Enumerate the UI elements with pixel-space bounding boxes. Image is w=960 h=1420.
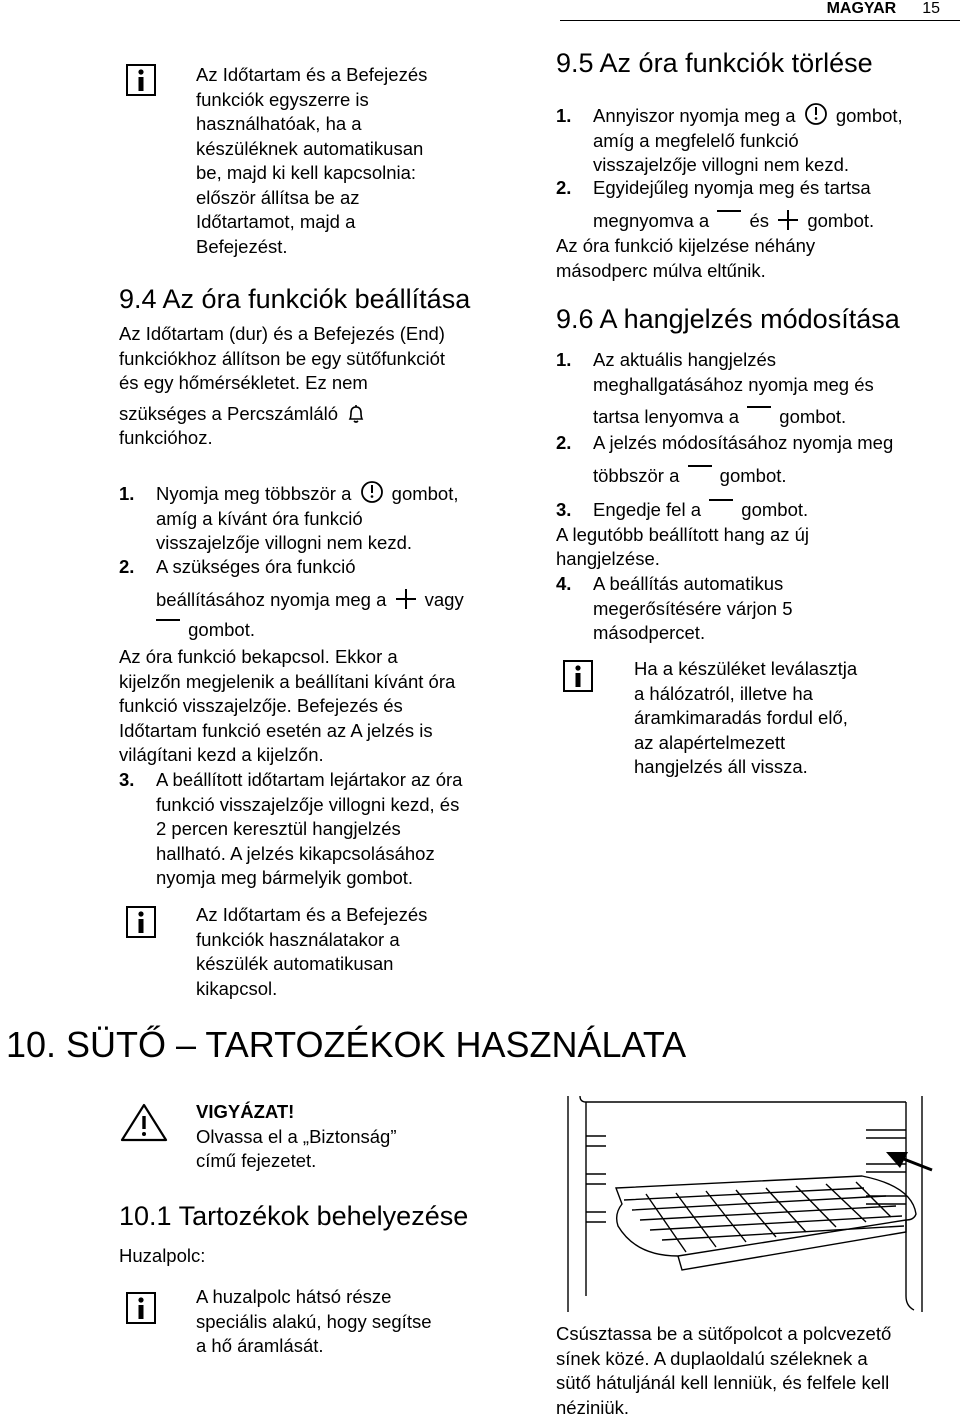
cancel-result-text: Az óra funkció kijelzése néhány másodperc múlva eltűnik. bbox=[556, 235, 816, 281]
info-icon bbox=[126, 906, 156, 938]
note-wire-shelf: A huzalpolc hátsó része speciális alakú, hogy segítse a hő áramlását. bbox=[196, 1286, 432, 1356]
warning-text: VIGYÁZAT! Olvassa el a „Biztonság” című fejezetet. bbox=[196, 1101, 397, 1171]
clock-icon bbox=[360, 480, 384, 504]
note-auto-off: Az Időtartam és a Befejezés funkciók használatakor a készülék automatikusan kikapcsol. bbox=[196, 904, 428, 999]
sound-step-1-list-item: 1. Az aktuális hangjelzés meghallgatásához nyomja meg és tartsa lenyomva a gombot. bbox=[556, 349, 874, 427]
minus-icon bbox=[747, 405, 771, 417]
info-icon bbox=[563, 660, 593, 692]
warning-icon bbox=[120, 1102, 168, 1142]
note-both-functions: Az Időtartam és a Befejezés funkciók egyszerre is használhatóak, ha a készüléknek automatikusan be, majd ki kell kapcsolnia: először állítsa be az Időtartamot, majd a Befejezést. bbox=[196, 64, 428, 257]
section-9-4-title: 9.4 Az óra funkciók beállítása bbox=[119, 284, 471, 314]
warning-title: VIGYÁZAT! bbox=[196, 1101, 295, 1122]
info-icon bbox=[126, 64, 156, 96]
chapter-10-title: 10. SÜTŐ – TARTOZÉKOK HASZNÁLATA bbox=[6, 1024, 687, 1065]
section-9-5-title: 9.5 Az óra funkciók törlése bbox=[556, 48, 873, 78]
sound-step-3-list-item: 3. Engedje fel a gombot. A legutóbb beállított hang az új hangjelzése. bbox=[556, 499, 810, 569]
step-3-list-item: 3. A beállított időtartam lejártakor az óra funkció visszajelzője villogni kezd, és 2 percen keresztül hangjelzés hallható. A jelzés kikapcsolásához nyomja meg bármelyik gombot. bbox=[119, 769, 463, 888]
sound-step-2-list-item: 2. A jelzés módosításához nyomja meg többször a gombot. bbox=[556, 432, 894, 486]
info-icon bbox=[126, 1292, 156, 1324]
plus-icon bbox=[777, 209, 799, 231]
minus-icon bbox=[688, 464, 712, 476]
oven-shelf-illustration bbox=[566, 1096, 946, 1312]
section-10-1-title: 10.1 Tartozékok behelyezése bbox=[119, 1201, 469, 1231]
header-rule bbox=[560, 20, 960, 21]
cancel-step-2-list-item: 2. Egyidejűleg nyomja meg és tartsa megnyomva a és gombot. bbox=[556, 177, 875, 231]
language-label: MAGYAR bbox=[826, 0, 897, 17]
step-1-list-item: 1. Nyomja meg többször a gombot, amíg a kívánt óra funkció visszajelzője villogni nem kezd. bbox=[119, 480, 549, 556]
minus-icon bbox=[709, 498, 733, 510]
cancel-step-1-list-item: 1. Annyiszor nyomja meg a gombot, amíg a megfelelő funkció visszajelzője villogni nem kezd. bbox=[556, 102, 956, 178]
section-9-4-intro: Az Időtartam (dur) és a Befejezés (End) funkciókhoz állítson be egy sütőfunkciót és egy hőmérsékletet. Ez nem szükséges a Percszámláló funkcióhoz. bbox=[119, 323, 445, 448]
minus-icon bbox=[717, 209, 741, 221]
step-2-list-item: 2. A szükséges óra funkció beállításához nyomja meg a vagy gombot. bbox=[119, 556, 464, 640]
bell-icon bbox=[346, 404, 366, 424]
page-number: 15 bbox=[922, 0, 940, 17]
wire-shelf-label: Huzalpolc: bbox=[119, 1245, 206, 1266]
sound-step-4-list-item: 4. A beállítás automatikus megerősítésére várjon 5 másodpercet. bbox=[556, 573, 793, 643]
minus-icon bbox=[156, 618, 180, 630]
shelf-caption: Csúsztassa be a sütőpolcot a polcvezető sínek közé. A duplaoldalú széleknek a sütő hátuljánál kell lenniük, és felfele kell néziniük. bbox=[556, 1323, 892, 1418]
note-default-sound: Ha a készüléket leválasztja a hálózatról, illetve ha áramkimaradás fordul elő, az alapértelmezett hangjelzés áll vissza. bbox=[634, 658, 858, 777]
step-2-result-text: Az óra funkció bekapcsol. Ekkor a kijelzőn megjelenik a beállítani kívánt óra funkció visszajelzője. Befejezés és Időtartam funkció esetén az A jelzés is világítani kezd a kijelzőn. bbox=[119, 646, 456, 765]
plus-icon bbox=[395, 588, 417, 610]
page-header bbox=[827, 0, 940, 18]
section-9-6-title: 9.6 A hangjelzés módosítása bbox=[556, 304, 900, 334]
clock-icon bbox=[804, 102, 828, 126]
